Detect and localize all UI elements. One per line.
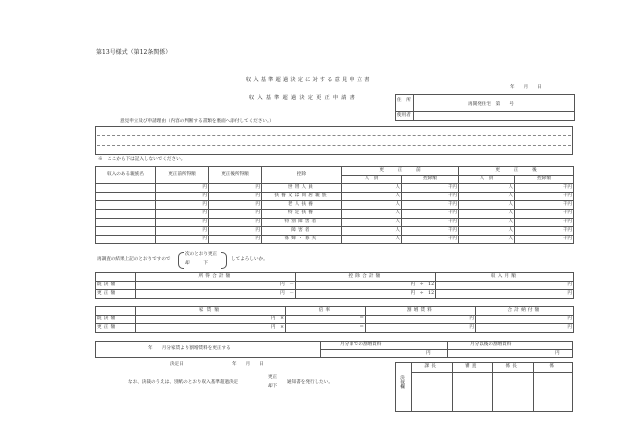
reexam-option-reject[interactable]: 却 下 [185,261,208,266]
decided-date[interactable]: 年 月 日 [232,362,266,367]
address-field[interactable] [414,95,574,110]
user-name-field[interactable] [414,112,574,120]
reason-label: 意見申立及び申請理由（内容の判断する書類を裏面へ添付してください。） [120,119,274,124]
reexam-text-post: してよろしいか。 [231,257,268,262]
date-label: 年 月 日 [510,85,544,90]
persons-after-cell[interactable]: 人 [459,209,515,218]
amount-after-cell[interactable]: 千円 [515,227,574,236]
deduction-item-label: 特別障害者 [262,218,342,227]
total-payment-decided[interactable]: 円 [476,315,574,324]
head-monthly-income: 収入月額 [436,273,574,282]
until-amount[interactable]: 円 [426,351,431,356]
amount-after-cell[interactable]: 千円 [515,209,574,218]
col-income-before: 更正前所得額 [156,167,209,184]
head-income-total: 所得合計額 [136,273,296,282]
minus-sign: － [289,290,294,296]
income-after-cell[interactable]: 円 [209,201,262,210]
income-after-cell[interactable]: 円 [209,218,262,227]
head-rent: 家賃額 [136,307,286,316]
extra-rent-decided[interactable]: 円 [366,315,476,324]
head-deduction-total: 控除合計額 [296,273,436,282]
persons-before-cell[interactable]: 人 [342,201,402,210]
persons-after-cell[interactable]: 人 [459,192,515,201]
amount-after-cell[interactable]: 千円 [515,218,574,227]
minus-sign: － [289,282,294,288]
income-after-cell[interactable]: 円 [209,192,262,201]
unit-yen: 円 [410,290,416,296]
col-income-after: 更正後所得額 [209,167,262,184]
notice-option-reject[interactable]: 却下 [268,384,278,389]
income-row [96,227,574,236]
form-title-objection: 収入基準超過決定に対する意見申立書 [246,77,372,83]
relative-name-cell[interactable] [96,201,156,210]
unit-yen: 円 [410,282,416,288]
amount-before-cell[interactable]: 千円 [402,218,459,227]
income-before-cell[interactable]: 円 [156,201,209,210]
unit-yen: 円 [280,290,285,296]
persons-before-cell[interactable]: 人 [342,209,402,218]
stamp-label: 係 [549,364,557,369]
unit-yen: 円 [270,324,276,330]
amount-after-cell[interactable]: 千円 [515,201,574,210]
stamp-cell[interactable] [411,373,452,411]
persons-after-cell[interactable]: 人 [459,227,515,236]
rent-row-corrected: 更正額 [96,324,136,333]
amount-before-cell[interactable]: 千円 [402,227,459,236]
reason-field[interactable] [95,126,573,155]
sub-amount-before: 控除額 [402,175,459,184]
persons-after-cell[interactable]: 人 [459,201,515,210]
form-title-correction: 収入基準超過決定更正申請書 [249,95,359,101]
income-before-cell[interactable]: 円 [156,209,209,218]
decided-label: 決定日 [170,362,184,367]
deduction-item-label: 特定扶養 [262,209,342,218]
head-extra-rent: 割増賃料 [366,307,476,316]
equals-sign: ＝ [359,316,364,322]
relative-name-cell[interactable] [96,218,156,227]
total-payment-corrected[interactable]: 円 [476,324,574,333]
income-after-cell[interactable]: 円 [209,209,262,218]
persons-before-cell[interactable]: 人 [342,184,402,193]
change-text: 年 月分家賃より割増賃料を更正する [148,346,231,351]
until-label: 月分までの割増賃料 [340,342,382,347]
deduction-item-label: 世帯人員 [262,184,342,193]
income-row [96,235,574,244]
sub-amount-after: 控除額 [515,175,574,184]
persons-before-cell[interactable]: 人 [342,192,402,201]
from-label: 月分以後の割増賃料 [470,342,512,347]
relative-name-cell[interactable] [96,192,156,201]
calc-row-corrected: 更正額 [96,290,136,299]
rent-row-decided: 既決額 [96,315,136,324]
extra-rent-corrected[interactable]: 円 [366,324,476,333]
amount-before-cell[interactable]: 千円 [402,192,459,201]
from-amount[interactable]: 円 [555,351,560,356]
deduction-item-label: 寡婦・寡夫 [262,235,342,244]
notice-option-correct[interactable]: 更正 [268,375,278,380]
monthly-income-corrected[interactable]: 円 [436,290,574,299]
income-before-cell[interactable]: 円 [156,235,209,244]
amount-before-cell[interactable]: 千円 [402,184,459,193]
reexam-option-correct[interactable]: 次のとおり更正 [185,252,218,257]
col-deduction: 控除 [262,167,342,184]
relative-name-cell[interactable] [96,235,156,244]
col-relative: 収入のある親族名 [96,167,156,184]
amount-after-cell[interactable]: 千円 [515,235,574,244]
calc-table [95,272,574,299]
approval-label: 決裁欄 [399,375,405,389]
income-row [96,209,574,218]
col-before-group: 更 正 前 [342,167,459,176]
stamp-label: 課長 [424,364,439,369]
stamp-label: 係長 [505,364,520,369]
unit-yen: 円 [270,316,276,322]
stamp-cell[interactable] [533,373,574,411]
relative-name-cell[interactable] [96,209,156,218]
divide-12: ÷ 12 [419,282,434,288]
persons-before-cell[interactable]: 人 [342,227,402,236]
income-after-cell[interactable]: 円 [209,235,262,244]
user-label: 使用者 [397,113,411,118]
rent-table [95,306,574,333]
notice-text-pre: なお、決裁のうえは、別紙のとおり収入基準超過決定 [128,380,239,385]
head-rate: 倍率 [286,307,366,316]
persons-after-cell[interactable]: 人 [459,235,515,244]
relative-name-cell[interactable] [96,184,156,193]
income-before-cell[interactable]: 円 [156,184,209,193]
relative-name-cell[interactable] [96,227,156,236]
divide-12: ÷ 12 [419,290,434,296]
sub-persons-before: 人 員 [342,175,402,184]
persons-after-cell[interactable]: 人 [459,184,515,193]
amount-before-cell[interactable]: 千円 [402,209,459,218]
income-row [96,201,574,210]
head-total-payment: 合計納付額 [476,307,574,316]
income-table [95,166,574,244]
income-row [96,184,574,193]
persons-before-cell[interactable]: 人 [342,218,402,227]
stamp-cell[interactable] [452,373,493,411]
income-row [96,218,574,227]
times-sign: × [280,324,284,330]
reexam-text-pre: 再調査の結果上記のとおりですので [97,257,171,262]
address-label: 住 所 [397,98,411,103]
amount-after-cell[interactable]: 千円 [515,192,574,201]
form-number: 第13号様式（第12条関係） [96,49,172,56]
stamp-label: 審査 [464,364,479,369]
monthly-income-decided[interactable]: 円 [436,281,574,290]
deduction-item-label: 老人扶養 [262,201,342,210]
income-after-cell[interactable]: 円 [209,227,262,236]
income-row [96,192,574,201]
equals-sign: ＝ [359,324,364,330]
amount-before-cell[interactable]: 千円 [402,235,459,244]
income-before-cell[interactable]: 円 [156,192,209,201]
col-after-group: 更 正 後 [459,167,574,176]
persons-before-cell[interactable]: 人 [342,235,402,244]
times-sign: × [280,316,284,322]
notice-text-post: 通知書を発行したい。 [287,380,333,385]
unit-yen: 円 [280,282,285,288]
income-after-cell[interactable]: 円 [209,184,262,193]
amount-after-cell[interactable]: 千円 [515,184,574,193]
deduction-item-label: 障害者 [262,227,342,236]
house-number-label: 再開発住宅 第 号 [468,102,514,107]
calc-row-decided: 既決額 [96,281,136,290]
stamp-cell[interactable] [492,373,533,411]
office-use-note: ※ ここから下は記入しないでください。 [98,157,186,162]
income-before-cell[interactable]: 円 [156,218,209,227]
persons-after-cell[interactable]: 人 [459,218,515,227]
amount-before-cell[interactable]: 千円 [402,201,459,210]
income-before-cell[interactable]: 円 [156,227,209,236]
sub-persons-after: 人 員 [459,175,515,184]
deduction-item-label: 扶養又は同居親族 [262,192,342,201]
